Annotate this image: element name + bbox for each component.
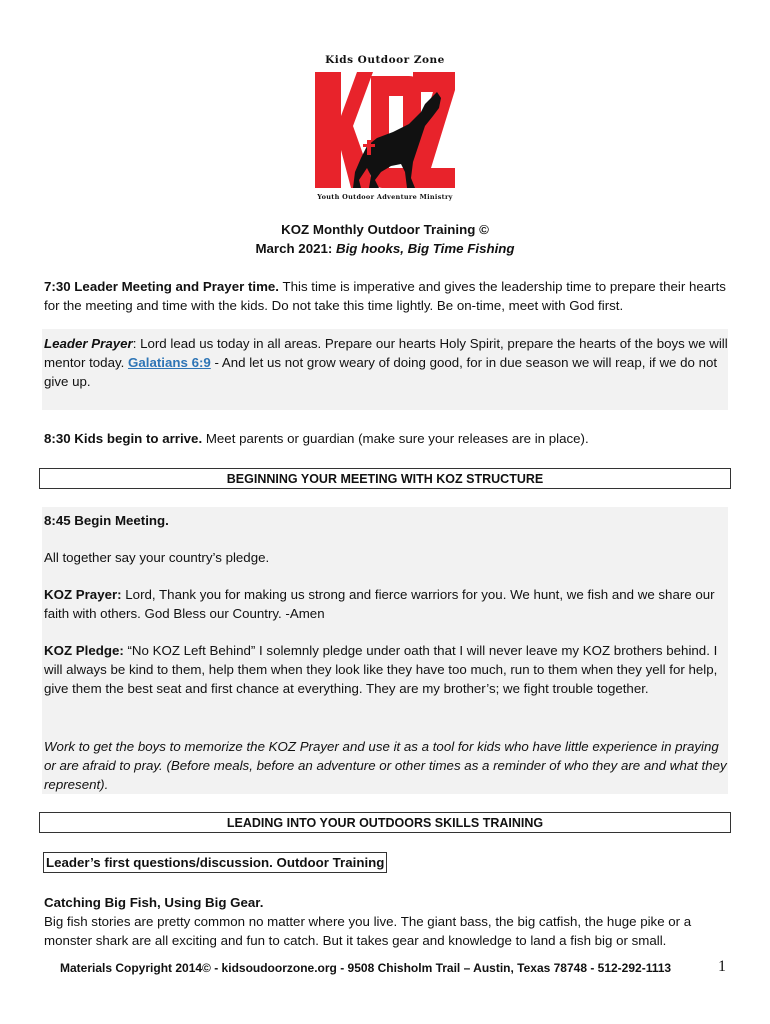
leader-meeting-paragraph: 7:30 Leader Meeting and Prayer time. This time is imperative and gives the leadership time to prepare their hearts for the meeting and time with the kids. Do not take this time lightly. Be on-time, meet with God first. xyxy=(44,279,726,313)
koz-prayer-paragraph: KOZ Prayer: Lord, Thank you for making us strong and fierce warriors for you. We hunt, we fish and we share our faith with others. God Bless our Country. -Amen xyxy=(44,587,715,621)
logo-top-text: Kids Outdoor Zone xyxy=(325,54,445,66)
koz-logo xyxy=(305,54,465,204)
section-banner-meeting-structure: BEGINNING YOUR MEETING WITH KOZ STRUCTURE xyxy=(39,468,731,489)
document-subtitle: March 2021: Big hooks, Big Time Fishing xyxy=(255,241,515,256)
koz-pledge-paragraph: KOZ Pledge: “No KOZ Left Behind” I solemnly pledge under oath that I will never leave my KOZ brothers behind. I will always be kind to them, help them when they look like they have too much, run to them when they yell for help, give them the best seat and first chance at everything. They are my brother’s; we fight trouble together. xyxy=(44,643,718,696)
topic-paragraph: Big fish stories are pretty common no matter where you live. The giant bass, the big catfish, the huge pike or a monster shark are all exciting and fun to catch. But it takes gear and knowledge to land a fish big or small. xyxy=(44,914,692,948)
leader-questions-label: Leader’s first questions/discussion. Outdoor Training xyxy=(43,852,387,873)
galatians-verse-link[interactable]: Galatians 6:9 xyxy=(128,355,211,370)
topic-title: Catching Big Fish, Using Big Gear. xyxy=(44,895,264,910)
section-banner-outdoor-skills: LEADING INTO YOUR OUTDOORS SKILLS TRAINING xyxy=(39,812,731,833)
document-title: KOZ Monthly Outdoor Training © xyxy=(281,222,489,237)
country-pledge-line: All together say your country’s pledge. xyxy=(44,550,270,565)
logo-bottom-text: Youth Outdoor Adventure Ministry xyxy=(317,193,453,201)
memorize-note: Work to get the boys to memorize the KOZ Prayer and use it as a tool for kids who have little experience in praying or are afraid to pray. (Before meals, before an adventure or other times as a reminder of who they are and what they represent). xyxy=(44,739,727,792)
begin-meeting-heading: 8:45 Begin Meeting. xyxy=(44,513,169,528)
koz-wolf-logo-mark xyxy=(313,68,457,192)
kids-arrive-paragraph: 8:30 Kids begin to arrive. Meet parents or guardian (make sure your releases are in place). xyxy=(44,431,589,446)
copyright-footer: Materials Copyright 2014© - kidsoudoorzone.org - 9508 Chisholm Trail – Austin, Texas 78748 - 512-292-1113 xyxy=(60,961,672,975)
leader-prayer-paragraph: Leader Prayer: Lord lead us today in all areas. Prepare our hearts Holy Spirit, prepare the hearts of the boys we will mentor today. Galatians 6:9 - And let us not grow weary of doing good, for in due season we will reap, if we do not give up. xyxy=(44,336,728,389)
page-number: 1 xyxy=(718,958,726,975)
